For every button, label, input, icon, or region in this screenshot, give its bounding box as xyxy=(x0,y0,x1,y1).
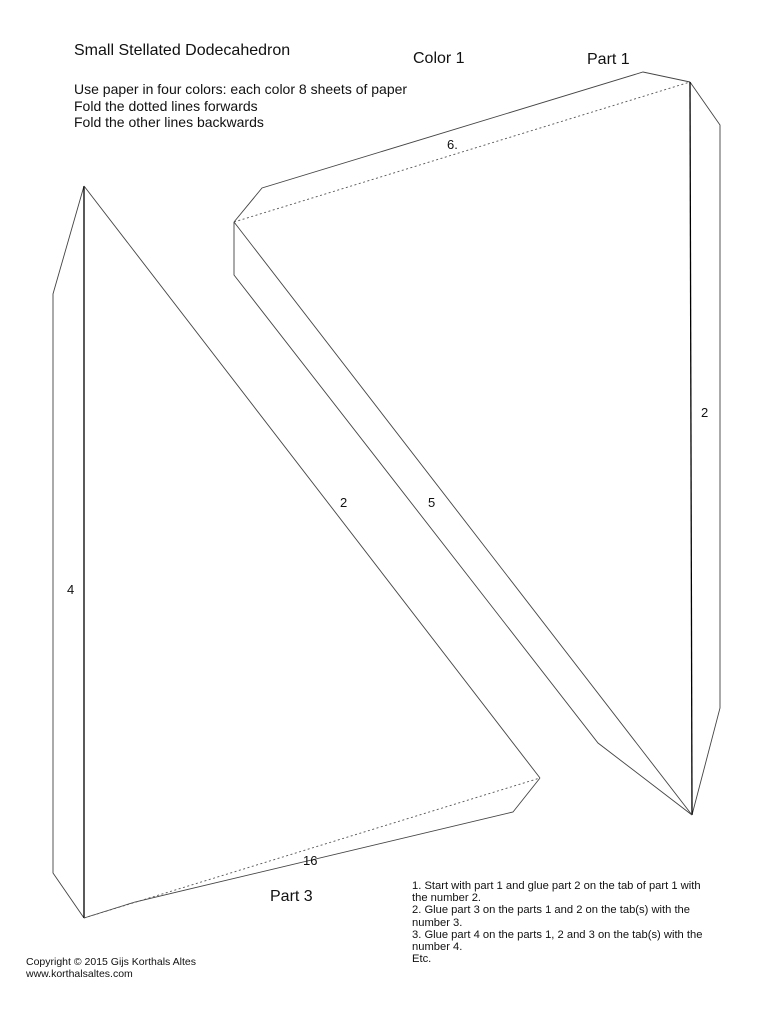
instruction-line: Fold the other lines backwards xyxy=(74,114,264,130)
assembly-steps xyxy=(412,880,712,965)
website-text: www.korthalsaltes.com xyxy=(26,968,133,980)
part3-left-number: 4 xyxy=(67,582,75,597)
part1-diagonal-fold xyxy=(234,222,692,815)
part1-right-fold xyxy=(690,82,692,815)
part1-right-number: 2 xyxy=(701,405,709,420)
part1-net xyxy=(234,72,720,815)
page-title: Small Stellated Dodecahedron xyxy=(74,42,291,59)
step-line: 1. Start with part 1 and glue part 2 on the tab of part 1 with the number 2. xyxy=(412,880,701,905)
copyright-text: Copyright © 2015 Gijs Korthals Altes xyxy=(26,956,196,968)
copyright-block xyxy=(26,956,196,980)
part3-left-tab xyxy=(53,186,84,918)
part1-top-tab xyxy=(234,72,690,222)
part1-top-fold xyxy=(234,82,690,222)
part3-diagonal-edge xyxy=(84,186,540,778)
step-line: Etc. xyxy=(412,953,432,966)
part3-bottom-number: 16 xyxy=(303,853,318,868)
color-label: Color 1 xyxy=(413,50,465,67)
step-line: 3. Glue part 4 on the parts 1, 2 and 3 on the tab(s) with the number 4. xyxy=(412,928,703,954)
part1-label: Part 1 xyxy=(587,51,630,68)
part3-net xyxy=(53,186,540,918)
instruction-line: Fold the dotted lines forwards xyxy=(74,97,258,114)
part1-right-tab xyxy=(690,82,720,815)
part3-diagonal-number: 2 xyxy=(340,495,348,510)
part3-label: Part 3 xyxy=(270,888,313,905)
part1-diagonal-number: 5 xyxy=(428,495,436,510)
part1-top-number: 6. xyxy=(447,137,458,152)
step-line: 2. Glue part 3 on the parts 1 and 2 on the tab(s) with the number 3. xyxy=(412,904,690,929)
instruction-line: Use paper in four colors: each color 8 sheets of paper xyxy=(74,81,408,97)
